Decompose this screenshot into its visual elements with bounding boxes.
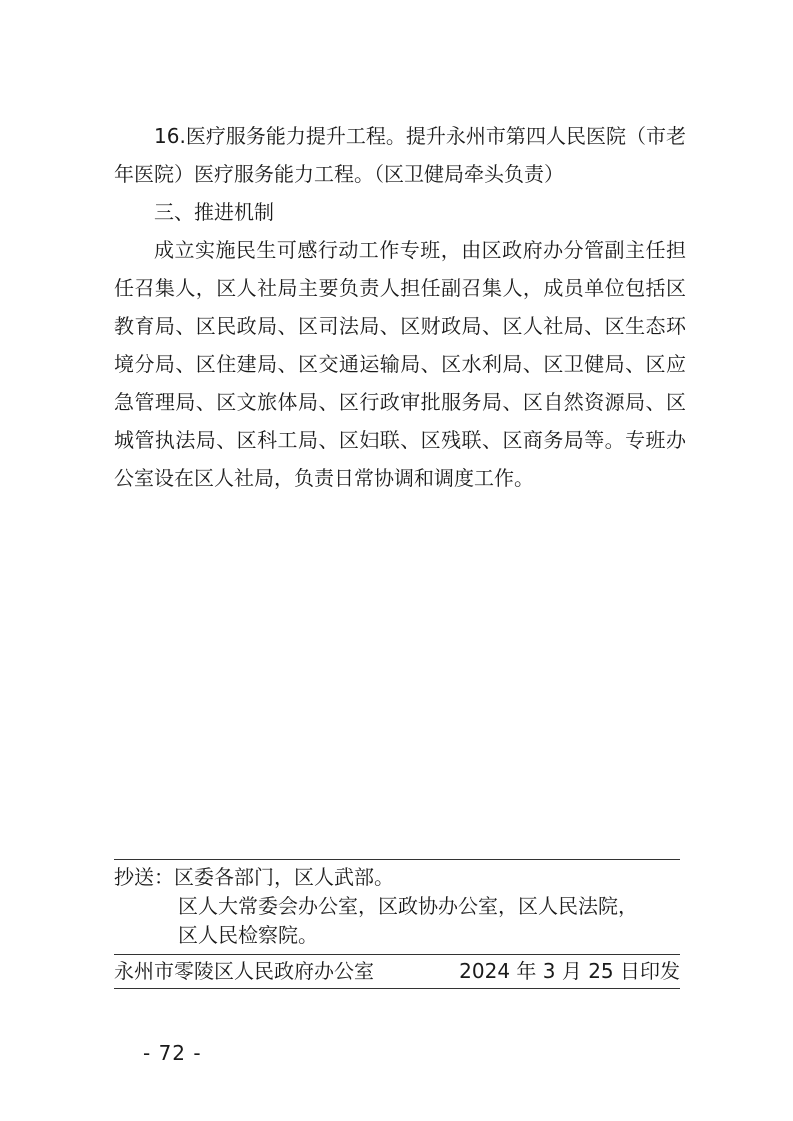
cc-line-2: 区人大常委会办公室，区政协办公室，区人民法院，	[178, 894, 638, 918]
paragraph-medical-project: 16.医疗服务能力提升工程。提升永州市第四人民医院（市老年医院）医疗服务能力工程。（区卫健局牵头负责）	[114, 124, 686, 186]
page-number: - 72 -	[143, 1041, 202, 1065]
document-body	[114, 117, 686, 497]
cc-line-3: 区人民检察院。	[178, 923, 318, 947]
section-heading-mechanism: 三、推进机制	[154, 200, 274, 224]
issuer-name: 永州市零陵区人民政府办公室	[114, 959, 374, 983]
cc-block	[114, 860, 680, 954]
paragraph-mechanism: 成立实施民生可感行动工作专班，由区政府办分管副主任担任召集人，区人社局主要负责人担任副召集人，成员单位包括区教育局、区民政局、区司法局、区财政局、区人社局、区生态环境分局、区住建局、区交通运输局、区水利局、区卫健局、区应急管理局、区文旅体局、区行政审批服务局、区自然资源局、区城管执法局、区科工局、区妇联、区残联、区商务局等。专班办公室设在区人社局，负责日常协调和调度工作。	[114, 238, 686, 490]
footer-bottom-rule	[114, 988, 680, 989]
issuer-row	[114, 955, 680, 988]
cc-line-1: 抄送：区委各部门，区人武部。	[114, 865, 394, 889]
document-footer	[114, 859, 680, 989]
issue-date: 2024 年 3 月 25 日印发	[459, 959, 680, 983]
